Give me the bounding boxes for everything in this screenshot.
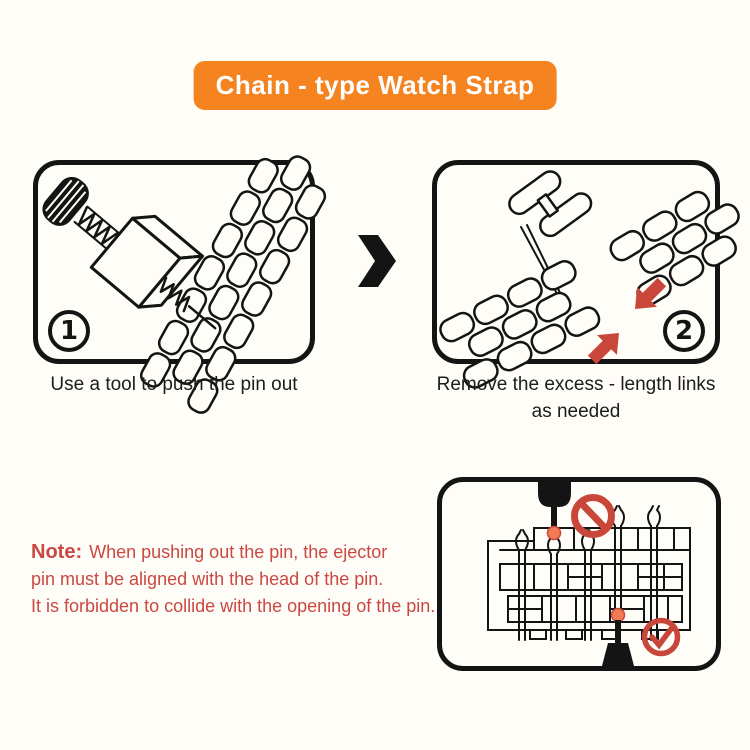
tool-knob — [37, 171, 95, 231]
alignment-diagram — [442, 482, 716, 666]
step1-caption: Use a tool to push the pin out — [50, 374, 298, 395]
alignment-diagram-panel — [437, 477, 721, 671]
strap-segment-right — [607, 179, 750, 309]
wrong-contact-dot — [548, 527, 561, 540]
top-ejector-tool — [538, 482, 571, 540]
note-label: Note: — [31, 541, 83, 563]
step1-badge: 1 — [48, 310, 90, 352]
next-chevron-icon — [349, 229, 405, 293]
check-circle-icon — [645, 621, 678, 654]
step2-caption: Remove the excess - length links as needed — [436, 374, 716, 422]
removed-link — [505, 160, 595, 246]
note-text: Note: When pushing out the pin, the ejector pin must be aligned with the head of the pin. It is forbidden to collide with the opening of the pin. — [31, 541, 436, 616]
step2-badge: 2 — [663, 310, 705, 352]
page-title: Chain - type Watch Strap — [215, 70, 535, 100]
bottom-ejector-tool — [602, 609, 634, 667]
title-banner — [194, 61, 557, 110]
step1-panel — [33, 160, 315, 364]
step2-panel — [432, 160, 720, 364]
correct-contact-dot — [612, 609, 625, 622]
